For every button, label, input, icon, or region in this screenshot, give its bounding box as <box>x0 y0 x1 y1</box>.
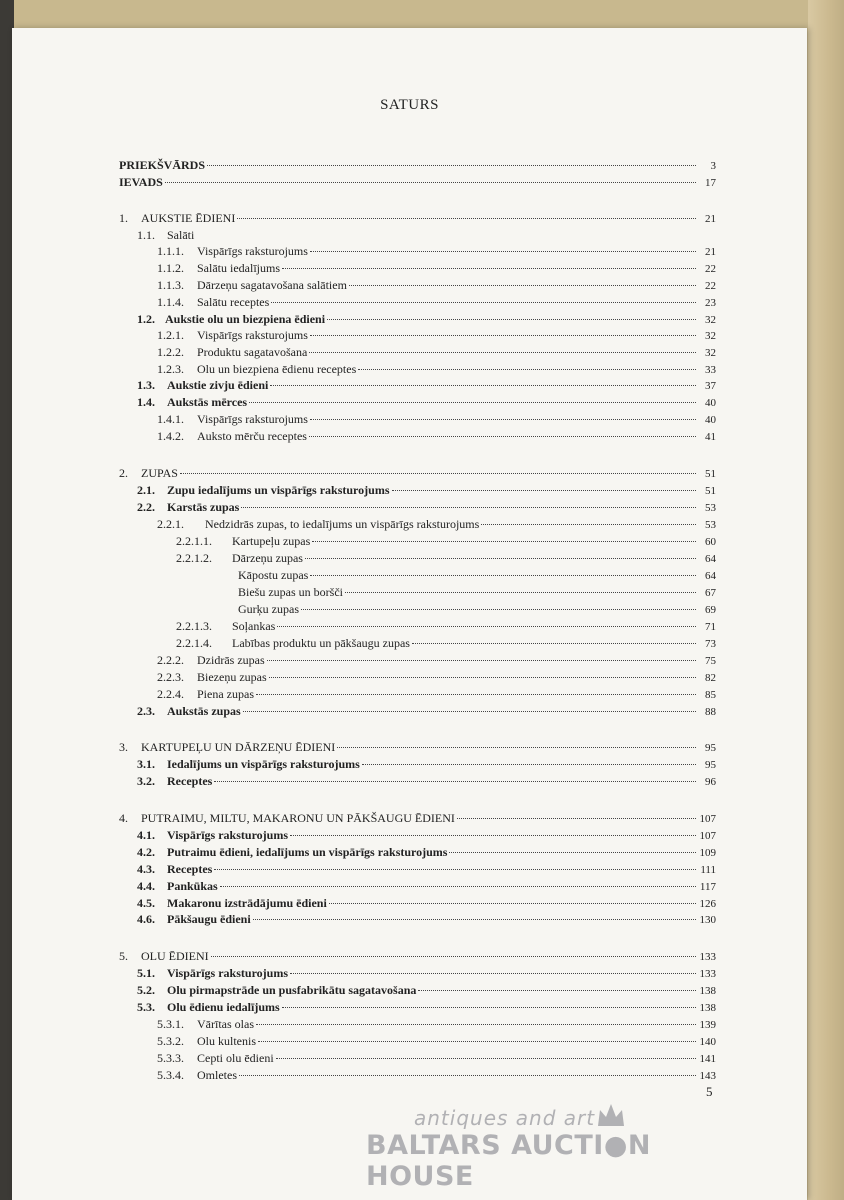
toc-entry-number: 4.6. <box>137 912 155 926</box>
toc-entry <box>157 687 716 703</box>
toc-entry-title: Olu un biezpiena ēdienu receptes <box>197 362 357 376</box>
toc-entry-number: 4.1. <box>137 828 155 842</box>
dot-leader <box>457 817 696 819</box>
toc-entry-number: 1.1. <box>137 228 155 242</box>
toc-entry-page: 139 <box>699 1019 716 1031</box>
watermark-tagline: antiques and art <box>414 1106 596 1130</box>
toc-entry-number: 5.3.2. <box>157 1034 184 1048</box>
toc-entry-number: 3. <box>119 740 128 754</box>
toc-entry <box>137 395 716 411</box>
toc-entry <box>157 278 716 294</box>
toc-entry-page: 21 <box>705 213 716 225</box>
toc-entry-number: 5.3.4. <box>157 1068 184 1082</box>
dot-leader <box>309 351 696 353</box>
toc-entry-page: 130 <box>699 914 716 926</box>
toc-entry-number: 1.1.1. <box>157 244 184 258</box>
dot-leader <box>312 540 696 542</box>
toc-entry-page: 85 <box>705 689 716 701</box>
toc-entry-title: PUTRAIMU, MILTU, MAKARONU UN PĀKŠAUGU ĒDIENI <box>141 811 455 825</box>
toc-entry-number: 1.3. <box>137 378 155 392</box>
toc-entry-number: 1.1.3. <box>157 278 184 292</box>
toc-entry-page: 37 <box>705 380 716 392</box>
page-number: 5 <box>706 1084 713 1099</box>
toc-entry-page: 22 <box>705 280 716 292</box>
dot-leader <box>269 676 696 678</box>
toc-entry <box>137 704 716 720</box>
toc-entry-number: 2.2.1. <box>157 517 184 531</box>
toc-entry <box>176 551 716 567</box>
toc-entry-title: Aukstās mērces <box>167 395 248 409</box>
toc-entry <box>137 378 716 394</box>
toc-entry-number: 4.5. <box>137 896 155 910</box>
toc-entry-page: 69 <box>705 604 716 616</box>
dot-leader <box>362 763 696 765</box>
toc-entry-number: 1.4.1. <box>157 412 184 426</box>
toc-entry-page: 133 <box>699 951 716 963</box>
toc-entry <box>119 211 716 227</box>
dot-leader <box>237 217 696 219</box>
toc-entry-title: ZUPAS <box>141 466 178 480</box>
toc-entry-number: 2.2.3. <box>157 670 184 684</box>
dot-leader <box>277 625 696 627</box>
toc-entry <box>157 1068 716 1084</box>
toc-entry <box>137 828 716 844</box>
toc-entry-title: Dzidrās zupas <box>197 653 265 667</box>
toc-entry-number: 3.1. <box>137 757 155 771</box>
dot-leader <box>449 851 696 853</box>
toc-entry <box>157 670 716 686</box>
toc-entry-number: 2.1. <box>137 483 155 497</box>
dot-leader <box>418 989 696 991</box>
toc-entry-number: 2.2.1.1. <box>176 534 212 548</box>
toc-entry-page: 21 <box>705 246 716 258</box>
toc-entry <box>137 912 716 928</box>
dot-leader <box>358 368 696 370</box>
dot-leader <box>239 1074 696 1076</box>
toc-entry-page: 64 <box>705 553 716 565</box>
watermark <box>366 1100 766 1192</box>
dot-leader <box>256 1023 696 1025</box>
toc-entry-title: Vispārīgs raksturojums <box>197 328 308 342</box>
dot-leader <box>214 868 696 870</box>
toc-entry <box>119 158 716 174</box>
toc-entry-page: 41 <box>705 431 716 443</box>
toc-entry <box>137 228 716 243</box>
document-page <box>12 28 807 1200</box>
toc-entry-page: 143 <box>699 1070 716 1082</box>
toc-entry-number: 5.3.3. <box>157 1051 184 1065</box>
toc-entry-number: 2.2.1.4. <box>176 636 212 650</box>
toc-entry <box>157 1034 716 1050</box>
dot-leader <box>243 710 696 712</box>
toc-entry-page: 3 <box>710 160 716 172</box>
toc-entry-number: 1.2.3. <box>157 362 184 376</box>
toc-entry-page: 109 <box>699 847 716 859</box>
toc-entry <box>238 585 716 601</box>
toc-entry <box>176 636 716 652</box>
toc-entry-title: IEVADS <box>119 175 163 189</box>
toc-entry-page: 17 <box>705 177 716 189</box>
toc-entry-page: 126 <box>699 898 716 910</box>
dot-leader <box>290 972 696 974</box>
toc-entry-page: 32 <box>705 347 716 359</box>
toc-entry-page: 96 <box>705 776 716 788</box>
toc-entry-page: 111 <box>700 864 716 876</box>
toc-entry <box>157 429 716 445</box>
toc-entry-title: KARTUPEĻU UN DĀRZEŅU ĒDIENI <box>141 740 336 754</box>
dot-leader <box>253 918 696 920</box>
dot-leader <box>220 885 696 887</box>
toc-entry <box>119 811 716 827</box>
toc-entry-title: Iedalījums un vispārīgs raksturojums <box>167 757 360 771</box>
toc-entry-number: 4.2. <box>137 845 155 859</box>
toc-entry-title: AUKSTIE ĒDIENI <box>141 211 236 225</box>
toc-entry <box>157 362 716 378</box>
toc-entry <box>157 261 716 277</box>
toc-entry-page: 53 <box>705 519 716 531</box>
dot-leader <box>256 693 696 695</box>
toc-entry-title: Nedzidrās zupas, to iedalījums un vispārīgs raksturojums <box>205 517 480 531</box>
toc-entry <box>137 312 716 328</box>
toc-entry <box>119 949 716 965</box>
toc-entry-number: 1.2. <box>137 312 155 326</box>
dot-leader <box>412 642 696 644</box>
toc-entry-title: Aukstie zivju ēdieni <box>167 378 269 392</box>
toc-entry-title: Receptes <box>167 862 213 876</box>
toc-entry-title: Labības produktu un pākšaugu zupas <box>232 636 410 650</box>
toc-entry <box>137 500 716 516</box>
toc-entry-page: 133 <box>699 968 716 980</box>
toc-entry <box>157 517 716 533</box>
dot-leader <box>267 659 696 661</box>
toc-entry-title: Biezeņu zupas <box>197 670 267 684</box>
toc-entry-title: Vispārīgs raksturojums <box>167 828 289 842</box>
toc-entry-page: 60 <box>705 536 716 548</box>
toc-entry-title: Salātu iedalījums <box>197 261 280 275</box>
dot-leader <box>282 1006 696 1008</box>
toc-entry-title: Salātu receptes <box>197 295 270 309</box>
dot-leader <box>290 834 696 836</box>
dot-leader <box>271 301 696 303</box>
toc-entry-title: Soļankas <box>232 619 276 633</box>
toc-entry-title: Gurķu zupas <box>238 602 299 616</box>
toc-entry <box>238 602 716 618</box>
toc-entry <box>119 466 716 482</box>
dot-leader <box>310 250 696 252</box>
toc-entry-number: 1.4. <box>137 395 155 409</box>
dot-leader <box>214 780 696 782</box>
toc-entry-title: Pankūkas <box>167 879 218 893</box>
toc-entry-title: Kāpostu zupas <box>238 568 309 582</box>
toc-entry <box>157 244 716 260</box>
toc-entry-title: Vispārīgs raksturojums <box>167 966 289 980</box>
dot-leader <box>392 489 696 491</box>
dot-leader <box>310 334 696 336</box>
toc-entry-page: 141 <box>699 1053 716 1065</box>
toc-entry-page: 71 <box>705 621 716 633</box>
toc-entry-number: 4.4. <box>137 879 155 893</box>
toc-entry <box>137 1000 716 1016</box>
toc-entry-title: Salāti <box>167 228 195 242</box>
dot-leader <box>211 955 696 957</box>
toc-entry <box>157 1017 716 1033</box>
toc-entry-title: Dārzeņu zupas <box>232 551 303 565</box>
toc-entry-title: Vispārīgs raksturojums <box>197 244 308 258</box>
dot-leader <box>327 318 696 320</box>
toc-entry-title: Biešu zupas un boršči <box>238 585 343 599</box>
toc-entry-number: 1.2.1. <box>157 328 184 342</box>
toc-entry-title: Zupu iedalījums un vispārīgs raksturojums <box>167 483 390 497</box>
toc-entry-page: 51 <box>705 485 716 497</box>
toc-entry-page: 82 <box>705 672 716 684</box>
toc-entry-number: 5. <box>119 949 128 963</box>
toc-entry-number: 2.2.1.3. <box>176 619 212 633</box>
dot-leader <box>310 418 696 420</box>
toc-entry-page: 67 <box>705 587 716 599</box>
toc-entry <box>157 328 716 344</box>
toc-entry <box>157 345 716 361</box>
toc-entry-page: 51 <box>705 468 716 480</box>
toc-entry <box>119 740 716 756</box>
dot-leader <box>337 746 696 748</box>
toc-entry-page: 107 <box>699 813 716 825</box>
toc-entry-number: 5.1. <box>137 966 155 980</box>
toc-entry-page: 40 <box>705 414 716 426</box>
toc-entry-number: 5.3. <box>137 1000 155 1014</box>
toc-entry-number: 2.2.2. <box>157 653 184 667</box>
dot-leader <box>309 435 696 437</box>
toc-entry-page: 95 <box>705 759 716 771</box>
toc-entry-page: 138 <box>699 985 716 997</box>
toc-entry-title: Vispārīgs raksturojums <box>197 412 308 426</box>
toc-entry <box>157 412 716 428</box>
toc-entry-number: 1.1.4. <box>157 295 184 309</box>
crown-icon <box>596 1102 626 1128</box>
toc-entry-number: 1.1.2. <box>157 261 184 275</box>
watermark-brand: BALTARS AUCTI●N HOUSE <box>366 1130 651 1192</box>
toc-entry <box>137 862 716 878</box>
toc-entry <box>176 619 716 635</box>
dot-leader <box>165 181 696 183</box>
toc-entry-title: Receptes <box>167 774 213 788</box>
dot-leader <box>282 267 696 269</box>
toc-entry-title: Aukstās zupas <box>167 704 241 718</box>
toc-entry-number: 2.2. <box>137 500 155 514</box>
dot-leader <box>329 902 696 904</box>
toc-entry-page: 75 <box>705 655 716 667</box>
toc-entry <box>157 295 716 311</box>
toc-entry-title: OLU ĒDIENI <box>141 949 209 963</box>
backdrop-right <box>808 0 844 1200</box>
toc-entry-number: 2.2.1.2. <box>176 551 212 565</box>
toc-entry-page: 73 <box>705 638 716 650</box>
toc-entry-number: 4.3. <box>137 862 155 876</box>
dot-leader <box>276 1057 696 1059</box>
toc-entry-title: Piena zupas <box>197 687 254 701</box>
toc-entry-title: Putraimu ēdieni, iedalījums un vispārīgs raksturojums <box>167 845 448 859</box>
toc-entry-title: Aukstie olu un biezpiena ēdieni <box>165 312 326 326</box>
toc-entry-page: 138 <box>699 1002 716 1014</box>
dot-leader <box>241 506 696 508</box>
toc-entry-title: Olu pirmapstrāde un pusfabrikātu sagatavošana <box>167 983 417 997</box>
toc-entry-page: 23 <box>705 297 716 309</box>
toc-entry <box>238 568 716 584</box>
toc-entry-title: Omletes <box>197 1068 237 1082</box>
toc-entry-number: 2.3. <box>137 704 155 718</box>
toc-entry <box>137 483 716 499</box>
toc-entry-number: 1.4.2. <box>157 429 184 443</box>
toc-entry <box>157 653 716 669</box>
toc-entry-title: Vārītas olas <box>197 1017 254 1031</box>
dot-leader <box>349 284 696 286</box>
toc-entry-page: 22 <box>705 263 716 275</box>
toc-entry-number: 5.2. <box>137 983 155 997</box>
dot-leader <box>345 591 696 593</box>
dot-leader <box>249 401 696 403</box>
toc-entry-number: 3.2. <box>137 774 155 788</box>
toc-entry-number: 5.3.1. <box>157 1017 184 1031</box>
toc-entry-title: Auksto mērču receptes <box>197 429 307 443</box>
toc-entry <box>137 896 716 912</box>
toc-entry-page: 33 <box>705 364 716 376</box>
dot-leader <box>180 472 696 474</box>
toc-entry-title: Kartupeļu zupas <box>232 534 311 548</box>
toc-entry-page: 32 <box>705 330 716 342</box>
toc-entry-page: 88 <box>705 706 716 718</box>
dot-leader <box>207 164 696 166</box>
toc-entry-page: 32 <box>705 314 716 326</box>
dot-leader <box>481 523 696 525</box>
toc-entry-page: 107 <box>699 830 716 842</box>
dot-leader <box>258 1040 696 1042</box>
toc-entry-number: 2. <box>119 466 128 480</box>
toc-entry-page: 40 <box>705 397 716 409</box>
toc-entry <box>119 175 716 191</box>
toc-entry-number: 4. <box>119 811 128 825</box>
toc-entry <box>137 757 716 773</box>
toc-entry <box>137 774 716 790</box>
toc-entry-page: 95 <box>705 742 716 754</box>
toc-entry <box>137 966 716 982</box>
toc-entry-title: Karstās zupas <box>167 500 240 514</box>
dot-leader <box>305 557 696 559</box>
toc-entry-title: Produktu sagatavošana <box>197 345 308 359</box>
toc-entry <box>137 879 716 895</box>
toc-entry-title: Dārzeņu sagatavošana salātiem <box>197 278 347 292</box>
dot-leader <box>270 384 696 386</box>
toc-entry-number: 1. <box>119 211 128 225</box>
toc-entry-title: Makaronu izstrādājumu ēdieni <box>167 896 327 910</box>
toc-entry <box>137 983 716 999</box>
toc-entry-title: Cepti olu ēdieni <box>197 1051 274 1065</box>
toc-entry <box>176 534 716 550</box>
toc-entry <box>137 845 716 861</box>
toc-entry-page: 64 <box>705 570 716 582</box>
toc-entry-page: 140 <box>699 1036 716 1048</box>
toc-entry-title: PRIEKŠVĀRDS <box>119 158 206 172</box>
toc-entry-page: 117 <box>699 881 716 893</box>
toc-entry-title: Olu ēdienu iedalījums <box>167 1000 280 1014</box>
toc-entry <box>157 1051 716 1067</box>
page-title: SATURS <box>380 97 439 113</box>
toc-entry-title: Olu kultenis <box>197 1034 256 1048</box>
dot-leader <box>301 608 696 610</box>
toc-entry-page: 53 <box>705 502 716 514</box>
toc-entry-number: 2.2.4. <box>157 687 184 701</box>
toc-entry-number: 1.2.2. <box>157 345 184 359</box>
dot-leader <box>310 574 696 576</box>
toc-entry-title: Pākšaugu ēdieni <box>167 912 251 926</box>
